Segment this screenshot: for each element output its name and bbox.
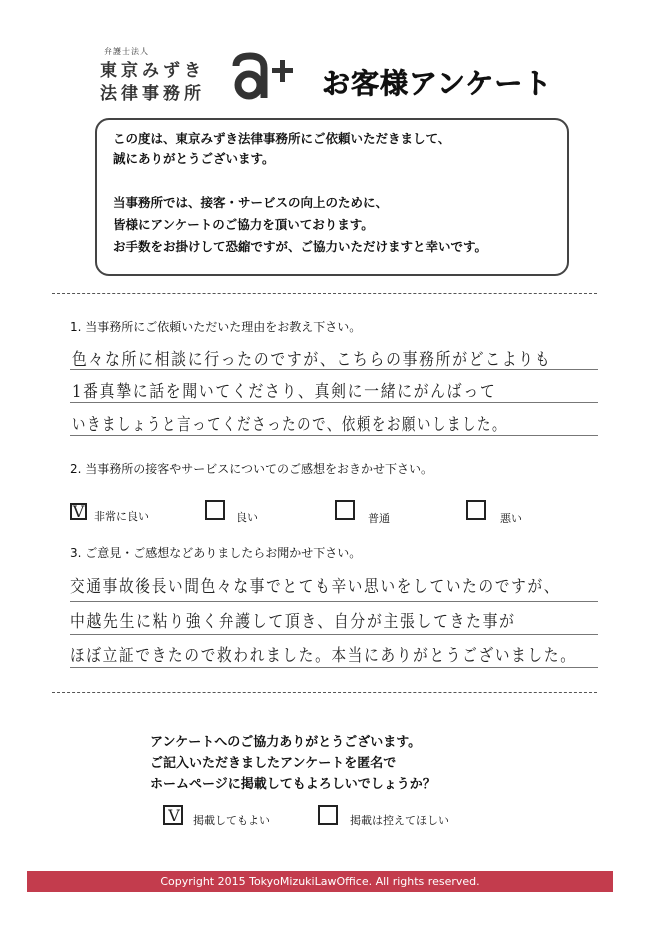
section-divider: [52, 692, 597, 693]
firm-name: [100, 60, 205, 106]
option-label: 普通: [368, 512, 390, 525]
page-title: お客様アンケート: [322, 67, 553, 100]
answer-rule: [70, 369, 598, 370]
checkbox-very-good[interactable]: [70, 503, 87, 520]
firm-type-label: 弁護士法人: [104, 47, 149, 56]
question-2: 2. 当事務所の接客やサービスについてのご感想をおきかせ下さい。: [70, 462, 434, 476]
firm-logo: [232, 52, 302, 102]
answer-rule: [70, 634, 598, 635]
section-divider: [52, 293, 597, 294]
checkbox-publish-ok[interactable]: [163, 805, 183, 825]
closing-line: アンケートへのご協力ありがとうございます。: [150, 735, 422, 750]
handwritten-answer-line: 色々な所に相談に行ったのですが、こちらの事務所がどこよりも: [72, 350, 552, 370]
handwritten-answer-line: 交通事故後長い間色々な事でとても辛い思いをしていたのですが、: [70, 577, 561, 597]
firm-name-line2: 法律事務所: [100, 84, 205, 104]
handwritten-answer-line: ほぼ立証できたので救われました。本当にありがとうございました。: [70, 646, 577, 666]
option-label: 掲載は控えてほしい: [350, 814, 449, 827]
checkbox-good[interactable]: [205, 500, 225, 520]
intro-box: [95, 118, 569, 276]
option-label: 非常に良い: [94, 510, 149, 523]
checkbox-bad[interactable]: [466, 500, 486, 520]
intro-line: お手数をお掛けして恐縮ですが、ご協力いただけますと幸いです。: [113, 239, 488, 254]
closing-line: ご記入いただきましたアンケートを匿名で: [150, 756, 397, 771]
intro-line: 皆様にアンケートのご協力を頂いております。: [113, 217, 374, 232]
firm-name-line1: 東京みずき: [100, 61, 205, 81]
closing-line: ホームページに掲載してもよろしいでしょうか？: [150, 777, 436, 792]
answer-rule: [70, 667, 598, 668]
option-label: 良い: [236, 511, 258, 524]
answer-rule: [70, 435, 598, 436]
question-1: 1. 当事務所にご依頼いただいた理由をお教え下さい。: [70, 320, 362, 334]
intro-line: 誠にありがとうございます。: [113, 151, 275, 166]
answer-rule: [70, 402, 598, 403]
footer-copyright-bar: Copyright 2015 TokyoMizukiLawOffice. All rights reserved.: [27, 871, 613, 892]
checkbox-publish-no[interactable]: [318, 805, 338, 825]
answer-rule: [70, 601, 598, 602]
option-label: 掲載してもよい: [193, 814, 270, 827]
check-mark: V: [72, 502, 85, 521]
intro-line: 当事務所では、接客・サービスの向上のために、: [113, 195, 389, 210]
handwritten-answer-line: 1番真摯に話を聞いてくださり、真剣に一緒にがんばって: [72, 382, 497, 402]
checkbox-average[interactable]: [335, 500, 355, 520]
check-mark: V: [168, 806, 180, 825]
intro-line: この度は、東京みずき法律事務所にご依頼いただきまして、: [113, 131, 451, 146]
handwritten-answer-line: 中越先生に粘り強く弁護して頂き、自分が主張してきた事が: [70, 612, 516, 632]
question-3: 3. ご意見・ご感想などありましたらお聞かせ下さい。: [70, 546, 362, 560]
option-label: 悪い: [500, 512, 522, 525]
handwritten-answer-line: いきましょうと言ってくださったので、依頼をお願いしました。: [72, 415, 508, 435]
